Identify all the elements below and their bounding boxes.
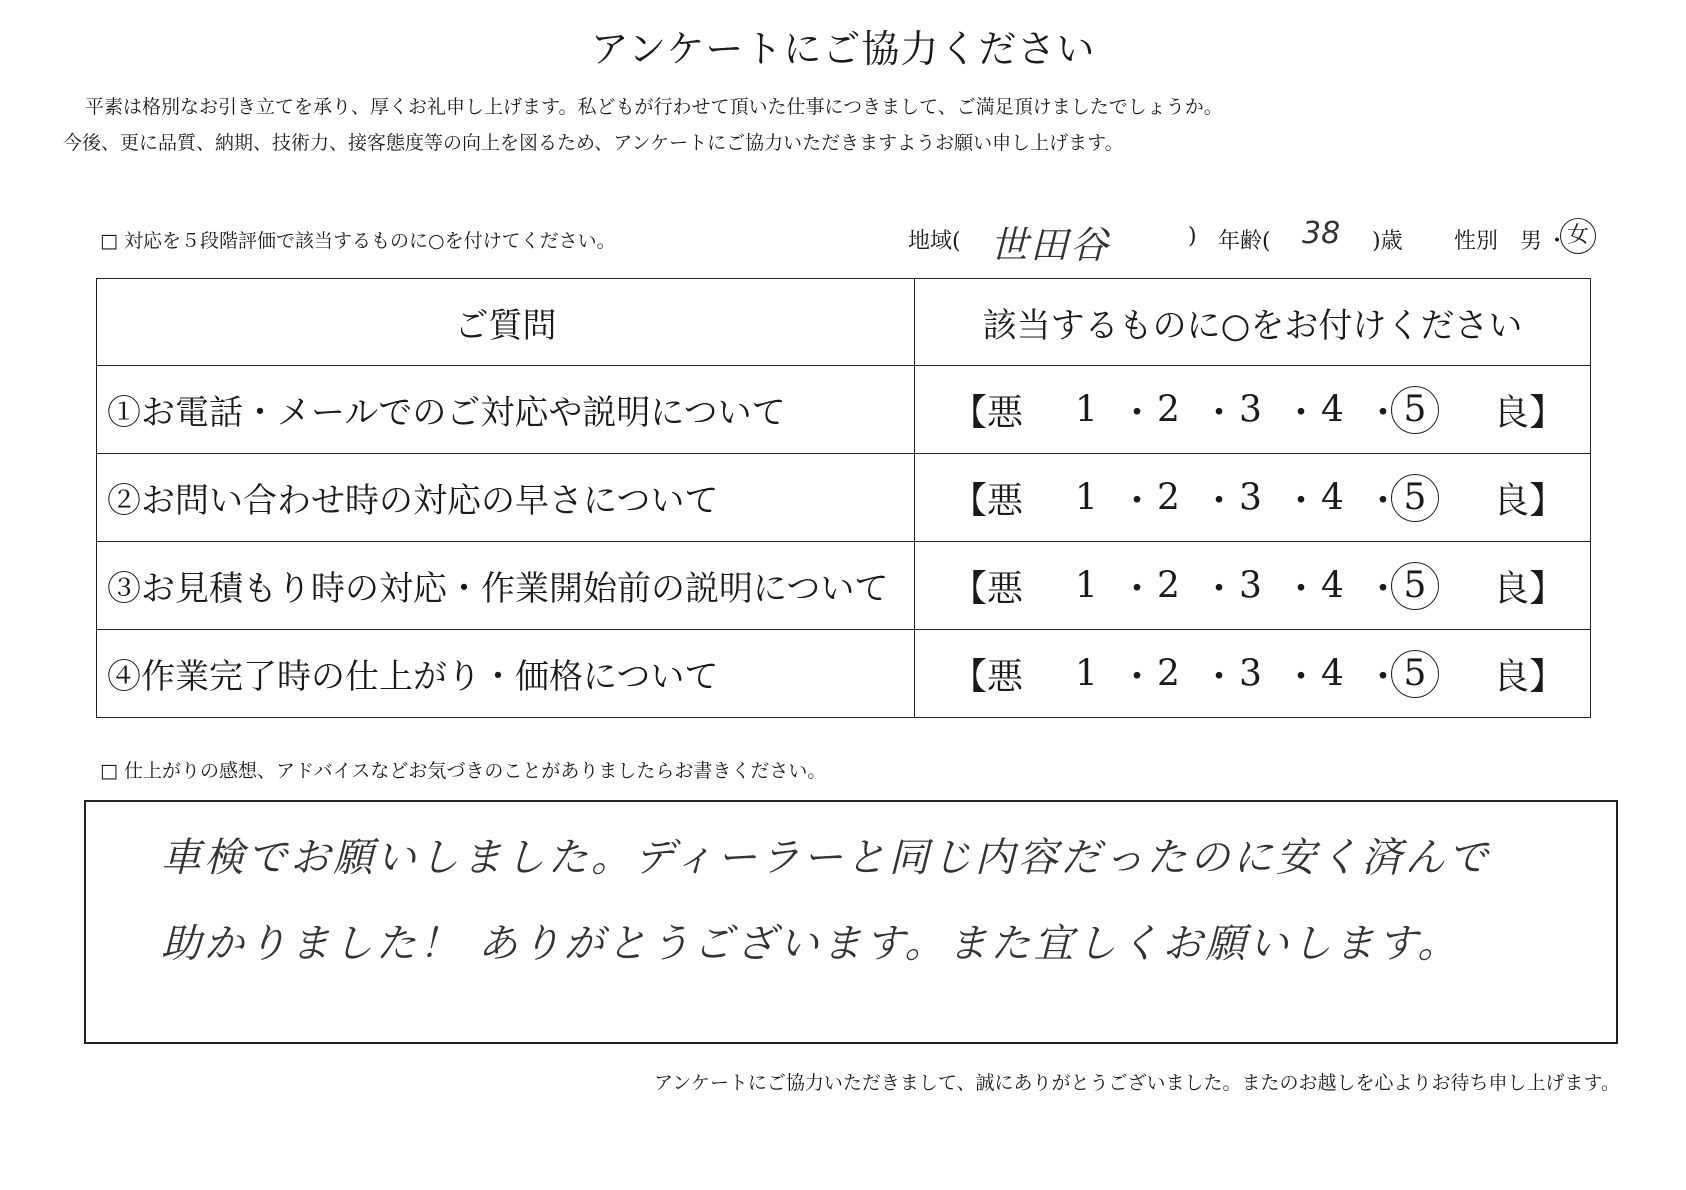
rating-option-5-selected[interactable]: 5 bbox=[1391, 562, 1439, 610]
rating-option-3[interactable]: 3 bbox=[1239, 389, 1262, 430]
rating-scale bbox=[915, 630, 1591, 718]
region-close-paren: ) bbox=[1188, 224, 1197, 249]
closing-message: アンケートにご協力いただきまして、誠にありがとうございました。またのお越しを心よりお待ち申し上げます。 bbox=[654, 1072, 1620, 1094]
rating-scale bbox=[915, 542, 1591, 630]
question-text: ④作業完了時の仕上がり・価格について bbox=[97, 630, 915, 718]
question-text: ③お見積もり時の対応・作業開始前の説明について bbox=[97, 542, 915, 630]
rating-scale bbox=[915, 366, 1591, 454]
comment-line: 助かりました！ ありがとうございます。また宜しくお願いします。 bbox=[161, 921, 1461, 967]
scale-good-label: 良】 bbox=[1493, 392, 1566, 433]
question-text: ②お問い合わせ時の対応の早さについて bbox=[97, 454, 915, 542]
scale-separator: ・ bbox=[1201, 656, 1238, 697]
gender-label: 性別 bbox=[1454, 229, 1499, 254]
intro-line-2: 今後、更に品質、納期、技術力、接客態度等の向上を図るため、アンケートにご協力いただきますようお願い申し上げます。 bbox=[63, 132, 1124, 154]
question-text: ①お電話・メールでのご対応や説明について bbox=[97, 366, 915, 454]
age-unit: )歳 bbox=[1372, 229, 1403, 254]
comment-line: 車検でお願いしました。ディーラーと同じ内容だったのに安く済んで bbox=[161, 835, 1491, 881]
scale-separator: ・ bbox=[1201, 392, 1238, 433]
scale-bad-label: 【悪 bbox=[951, 568, 1024, 609]
rating-option-1[interactable]: 1 bbox=[1075, 389, 1098, 430]
rating-option-1[interactable]: 1 bbox=[1075, 477, 1098, 518]
rating-option-5-selected[interactable]: 5 bbox=[1391, 386, 1439, 434]
scale-separator: ・ bbox=[1283, 656, 1320, 697]
rating-option-1[interactable]: 1 bbox=[1075, 653, 1098, 694]
rating-option-3[interactable]: 3 bbox=[1239, 653, 1262, 694]
scale-separator: ・ bbox=[1283, 480, 1320, 521]
table-header-row bbox=[97, 279, 1591, 366]
comment-box[interactable] bbox=[84, 800, 1618, 1044]
table-row bbox=[97, 366, 1591, 454]
scale-separator: ・ bbox=[1201, 480, 1238, 521]
scale-bad-label: 【悪 bbox=[951, 656, 1024, 697]
table-row bbox=[97, 542, 1591, 630]
rating-option-5-selected[interactable]: 5 bbox=[1391, 474, 1439, 522]
rating-option-4[interactable]: 4 bbox=[1321, 565, 1344, 606]
scale-separator: ・ bbox=[1365, 392, 1402, 433]
comment-instruction: □ 仕上がりの感想、アドバイスなどお気づきのことがありましたらお書きください。 bbox=[100, 760, 827, 782]
age-label: 年齢( bbox=[1218, 229, 1271, 254]
scale-separator: ・ bbox=[1119, 392, 1156, 433]
scale-separator: ・ bbox=[1119, 656, 1156, 697]
scale-bad-label: 【悪 bbox=[951, 480, 1024, 521]
scale-separator: ・ bbox=[1119, 480, 1156, 521]
rating-option-5-selected[interactable]: 5 bbox=[1391, 650, 1439, 698]
rating-option-3[interactable]: 3 bbox=[1239, 477, 1262, 518]
gender-option-male[interactable]: 男 bbox=[1520, 229, 1543, 254]
age-field[interactable]: 38 bbox=[1302, 216, 1341, 251]
survey-title: アンケートにご協力ください bbox=[590, 27, 1096, 71]
scale-good-label: 良】 bbox=[1493, 656, 1566, 697]
rating-option-4[interactable]: 4 bbox=[1321, 477, 1344, 518]
gender-option-female-selected[interactable]: 女 bbox=[1560, 218, 1596, 254]
header-answer: 該当するものに○をお付けください bbox=[915, 279, 1591, 366]
scale-separator: ・ bbox=[1365, 568, 1402, 609]
scale-separator: ・ bbox=[1201, 568, 1238, 609]
scale-separator: ・ bbox=[1283, 568, 1320, 609]
header-question: ご質問 bbox=[97, 279, 915, 366]
rating-option-2[interactable]: 2 bbox=[1157, 389, 1180, 430]
scale-separator: ・ bbox=[1283, 392, 1320, 433]
rating-option-2[interactable]: 2 bbox=[1157, 565, 1180, 606]
rating-option-2[interactable]: 2 bbox=[1157, 653, 1180, 694]
rating-option-1[interactable]: 1 bbox=[1075, 565, 1098, 606]
scale-separator: ・ bbox=[1365, 656, 1402, 697]
rating-table bbox=[96, 278, 1591, 718]
scale-separator: ・ bbox=[1365, 480, 1402, 521]
rating-option-4[interactable]: 4 bbox=[1321, 389, 1344, 430]
gender-separator: ・ bbox=[1546, 229, 1569, 254]
table-row bbox=[97, 630, 1591, 718]
rating-instruction: □ 対応を５段階評価で該当するものに○を付けてください。 bbox=[100, 230, 616, 252]
rating-option-4[interactable]: 4 bbox=[1321, 653, 1344, 694]
rating-scale bbox=[915, 454, 1591, 542]
rating-option-2[interactable]: 2 bbox=[1157, 477, 1180, 518]
scale-bad-label: 【悪 bbox=[951, 392, 1024, 433]
region-label: 地域( bbox=[908, 229, 961, 254]
region-field[interactable]: 世田谷 bbox=[990, 223, 1111, 267]
scale-good-label: 良】 bbox=[1493, 568, 1566, 609]
scale-good-label: 良】 bbox=[1493, 480, 1566, 521]
table-row bbox=[97, 454, 1591, 542]
intro-line-1: 平素は格別なお引き立てを承り、厚くお礼申し上げます。私どもが行わせて頂いた仕事につきまして、ご満足頂けましたでしょうか。 bbox=[85, 96, 1223, 118]
rating-option-3[interactable]: 3 bbox=[1239, 565, 1262, 606]
scale-separator: ・ bbox=[1119, 568, 1156, 609]
